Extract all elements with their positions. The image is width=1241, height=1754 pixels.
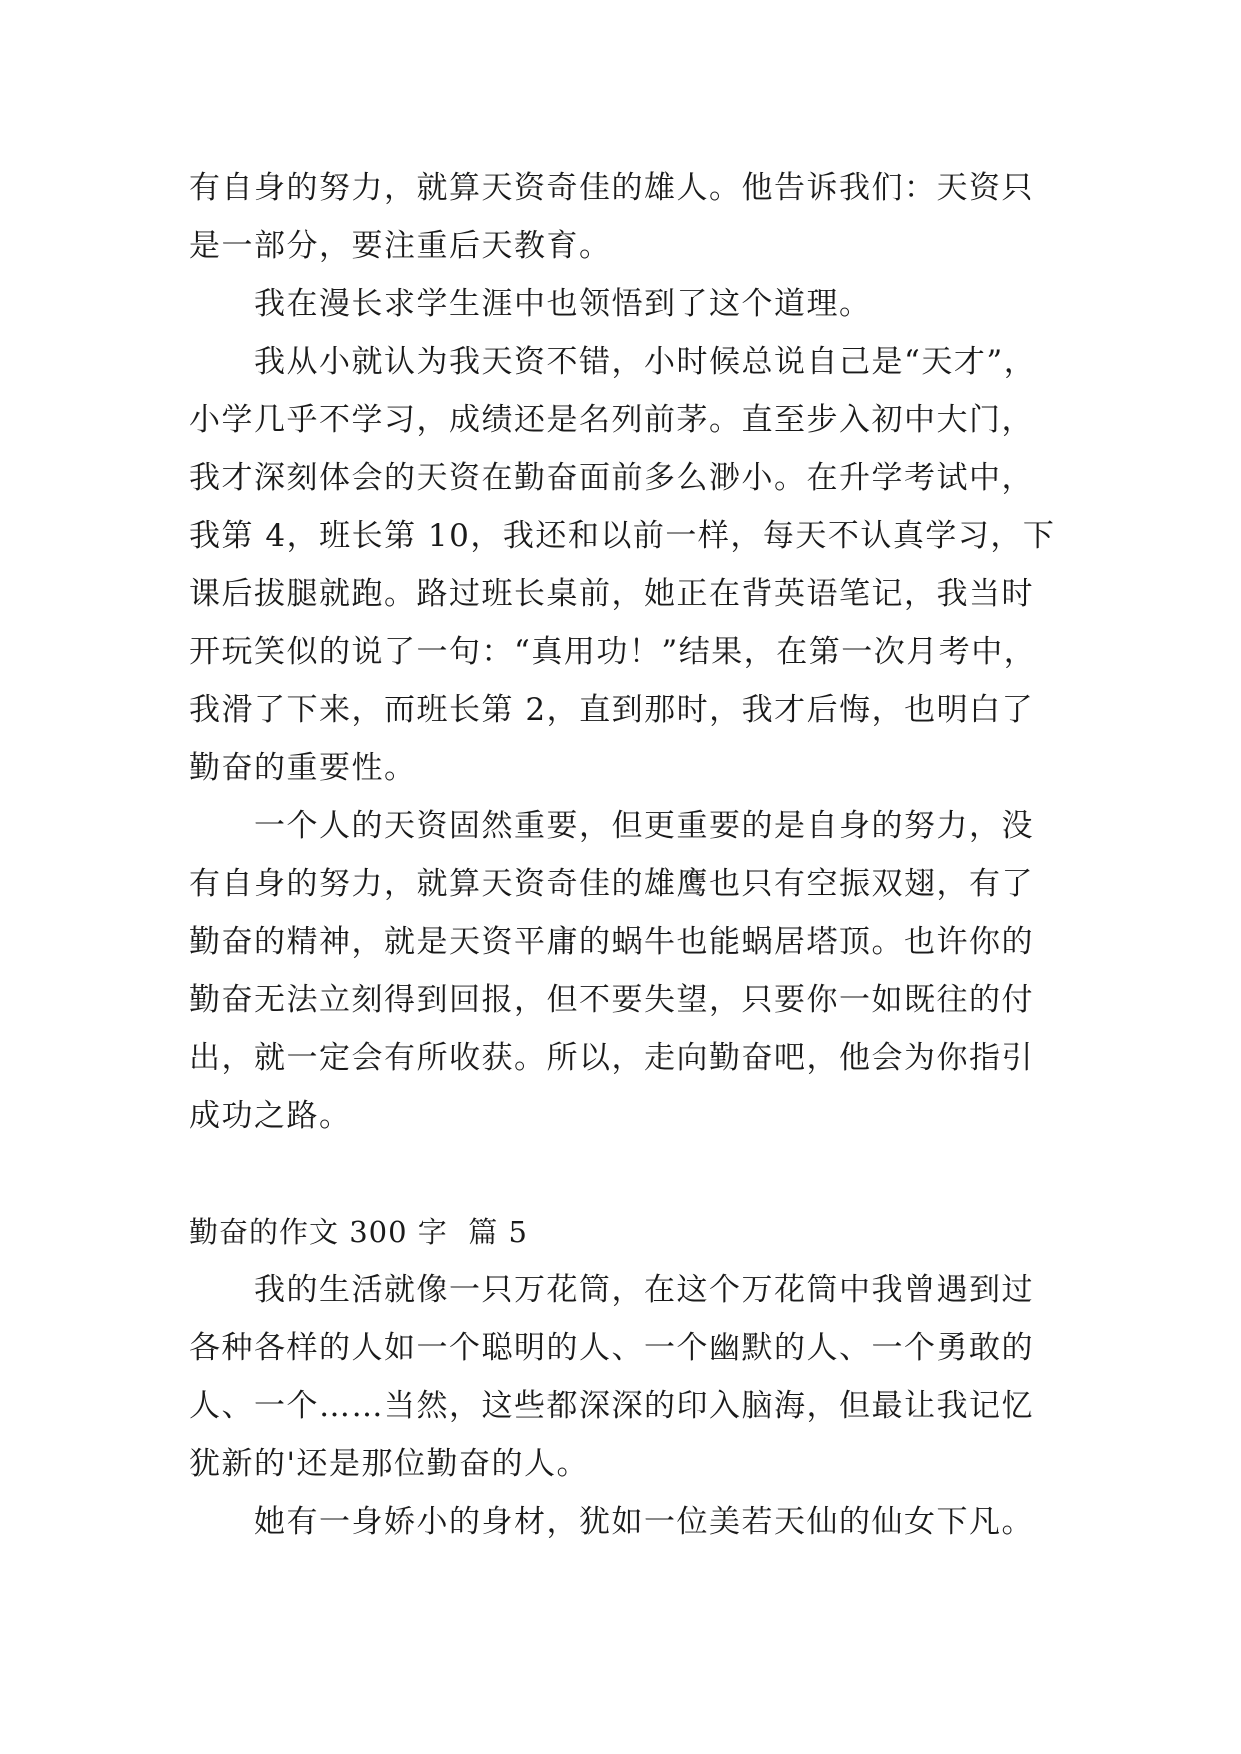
text-line: 是一部分，要注重后天教育。 [189, 228, 612, 264]
text-line: 课后拔腿就跑。路过班长桌前，她正在背英语笔记，我当时 [189, 576, 1034, 612]
paragraph-start: 我的生活就像一只万花筒，在这个万花筒中我曾遇到过 [254, 1272, 1034, 1308]
text-line: 我第 4，班长第 10，我还和以前一样，每天不认真学习，下 [189, 518, 1056, 554]
paragraph-start: 她有一身娇小的身材，犹如一位美若天仙的仙女下凡。 [254, 1504, 1034, 1540]
paragraph-start: 我从小就认为我天资不错，小时候总说自己是“天才”， [254, 344, 1037, 380]
text-line: 各种各样的人如一个聪明的人、一个幽默的人、一个勇敢的 [189, 1330, 1034, 1366]
text-line: 勤奋无法立刻得到回报，但不要失望，只要你一如既往的付 [189, 982, 1034, 1018]
text-line: 人、一个……当然，这些都深深的印入脑海，但最让我记忆 [189, 1388, 1034, 1424]
text-line: 有自身的努力，就算天资奇佳的雄人。他告诉我们：天资只 [189, 170, 1034, 206]
text-line: 出，就一定会有所收获。所以，走向勤奋吧，他会为你指引 [189, 1040, 1034, 1076]
text-line: 勤奋的精神，就是天资平庸的蜗牛也能蜗居塔顶。也许你的 [189, 924, 1034, 960]
text-line: 开玩笑似的说了一句：“真用功！”结果，在第一次月考中， [189, 634, 1037, 670]
text-line: 我滑了下来，而班长第 2，直到那时，我才后悔，也明白了 [189, 692, 1035, 728]
text-line: 成功之路。 [189, 1098, 352, 1134]
paragraph-start: 一个人的天资固然重要，但更重要的是自身的努力，没 [254, 808, 1034, 844]
text-line: 我才深刻体会的天资在勤奋面前多么渺小。在升学考试中， [189, 460, 1034, 496]
paragraph-start: 我在漫长求学生涯中也领悟到了这个道理。 [254, 286, 872, 322]
text-line: 有自身的努力，就算天资奇佳的雄鹰也只有空振双翅，有了 [189, 866, 1034, 902]
text-line: 勤奋的重要性。 [189, 750, 417, 786]
text-line: 犹新的'还是那位勤奋的人。 [189, 1446, 590, 1482]
text-line: 小学几乎不学习，成绩还是名列前茅。直至步入初中大门， [189, 402, 1034, 438]
section-heading: 勤奋的作文 300 字 篇 5 [189, 1215, 528, 1249]
